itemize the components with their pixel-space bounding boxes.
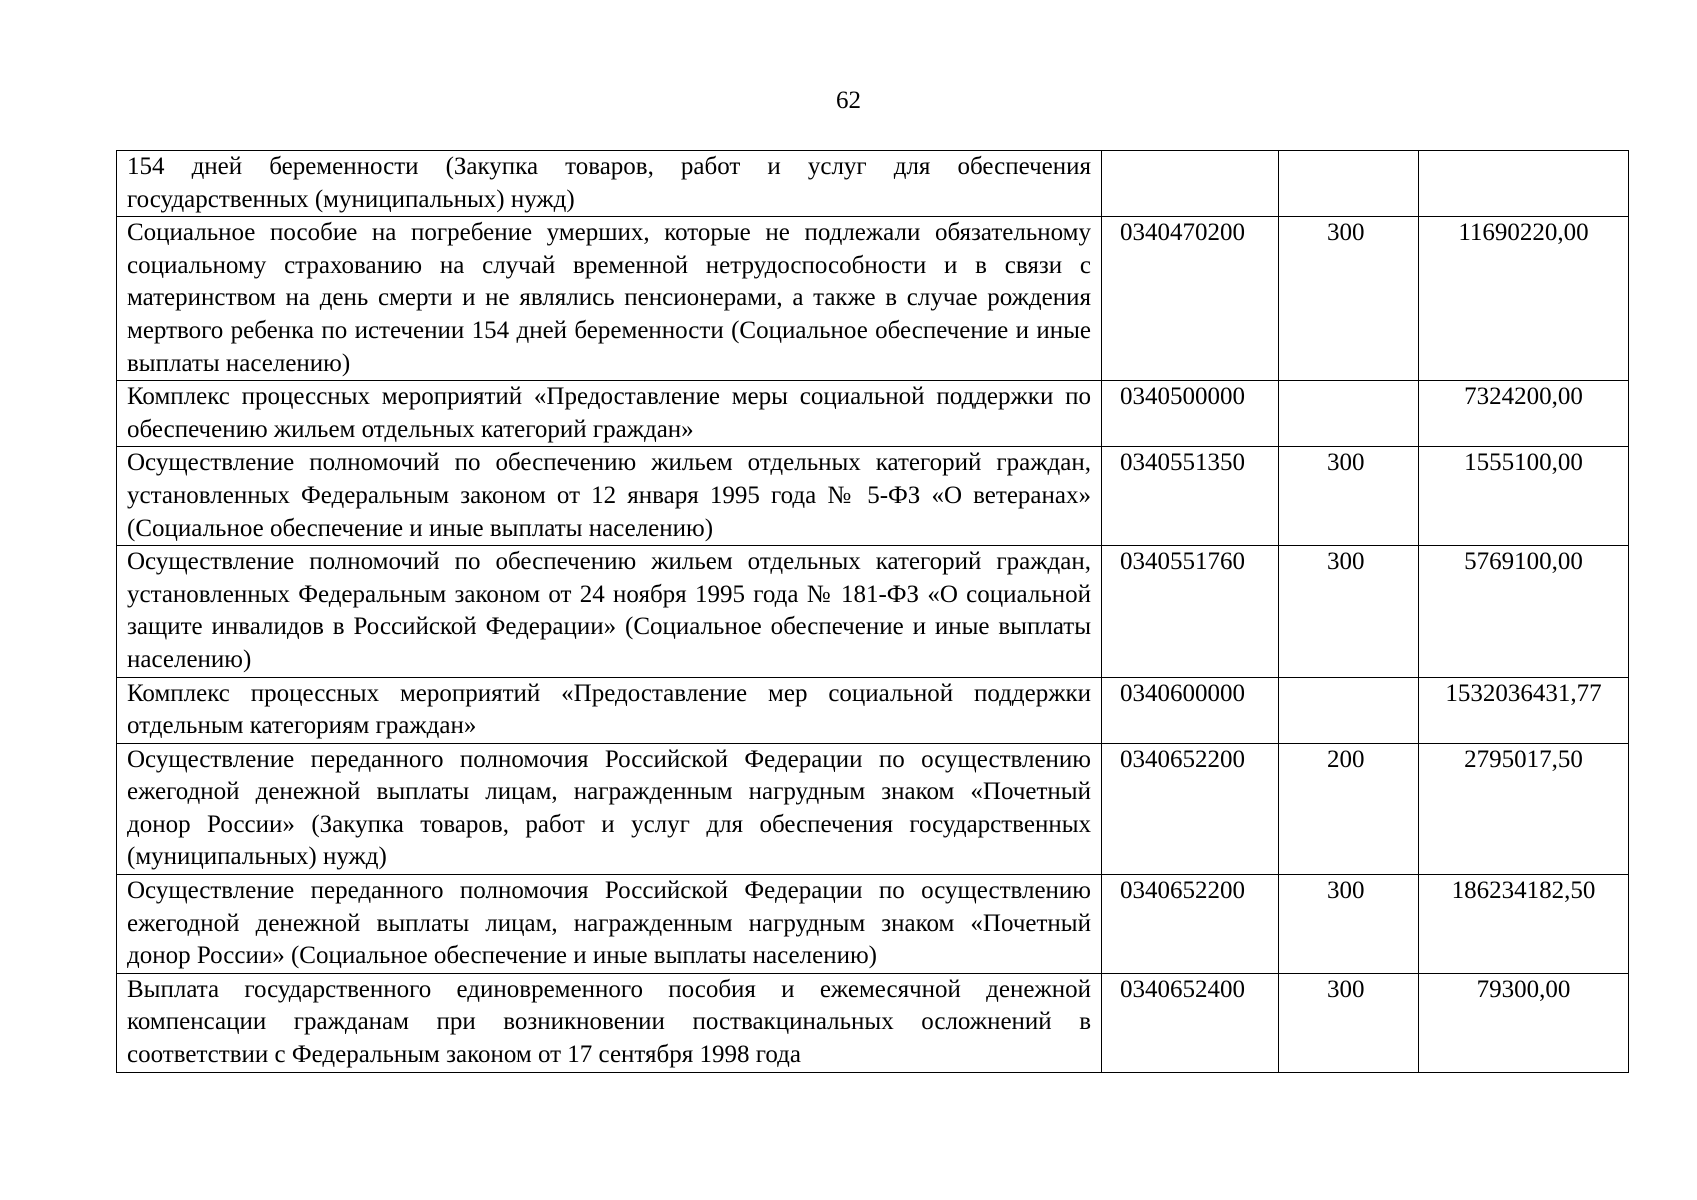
row-expense-type: 300: [1279, 447, 1419, 546]
row-description: Выплата государственного единовременного пособия и ежемесячной денежной компенсации гражданам при возникновении поствакцинальных осложнений в соответствии с Федеральным законом от 17 сентября 1998 года: [117, 973, 1102, 1072]
row-code: [1102, 151, 1279, 217]
row-code: 0340652200: [1102, 875, 1279, 974]
budget-table: [116, 150, 1629, 1073]
table-row: [117, 546, 1629, 677]
row-expense-type: 300: [1279, 875, 1419, 974]
row-description: 154 дней беременности (Закупка товаров, работ и услуг для обеспечения государственных (муниципальных) нужд): [117, 151, 1102, 217]
row-expense-type: [1279, 381, 1419, 447]
row-expense-type: 200: [1279, 743, 1419, 874]
table-row: [117, 875, 1629, 974]
table-row: [117, 743, 1629, 874]
row-expense-type: 300: [1279, 973, 1419, 1072]
table-row: [117, 973, 1629, 1072]
row-description: Комплекс процессных мероприятий «Предоставление мер социальной поддержки отдельным категориям граждан»: [117, 677, 1102, 743]
table-row: [117, 217, 1629, 381]
table-row: [117, 381, 1629, 447]
row-amount: 5769100,00: [1419, 546, 1629, 677]
table-row: [117, 677, 1629, 743]
row-code: 0340652200: [1102, 743, 1279, 874]
row-amount: 2795017,50: [1419, 743, 1629, 874]
row-code: 0340600000: [1102, 677, 1279, 743]
row-amount: 7324200,00: [1419, 381, 1629, 447]
row-description: Социальное пособие на погребение умерших, которые не подлежали обязательному социальному страхованию на случай временной нетрудоспособности и в связи с материнством на день смерти и не являлись пенсионерами, а также в случае рождения мертвого ребенка по истечении 154 дней беременности (Социальное обеспечение и иные выплаты населению): [117, 217, 1102, 381]
row-code: 0340652400: [1102, 973, 1279, 1072]
row-expense-type: 300: [1279, 217, 1419, 381]
row-amount: 1532036431,77: [1419, 677, 1629, 743]
row-code: 0340551350: [1102, 447, 1279, 546]
row-code: 0340470200: [1102, 217, 1279, 381]
page-number: 62: [836, 87, 861, 114]
row-description: Осуществление переданного полномочия Российской Федерации по осуществлению ежегодной денежной выплаты лицам, награжденным нагрудным знаком «Почетный донор России» (Закупка товаров, работ и услуг для обеспечения государственных (муниципальных) нужд): [117, 743, 1102, 874]
row-expense-type: [1279, 151, 1419, 217]
row-description: Осуществление переданного полномочия Российской Федерации по осуществлению ежегодной денежной выплаты лицам, награжденным нагрудным знаком «Почетный донор России» (Социальное обеспечение и иные выплаты населению): [117, 875, 1102, 974]
table-row: [117, 151, 1629, 217]
row-description: Осуществление полномочий по обеспечению жильем отдельных категорий граждан, установленных Федеральным законом от 24 ноября 1995 года № 181-ФЗ «О социальной защите инвалидов в Российской Федерации» (Социальное обеспечение и иные выплаты населению): [117, 546, 1102, 677]
row-description: Осуществление полномочий по обеспечению жильем отдельных категорий граждан, установленных Федеральным законом от 12 января 1995 года № 5-ФЗ «О ветеранах» (Социальное обеспечение и иные выплаты населению): [117, 447, 1102, 546]
row-amount: 186234182,50: [1419, 875, 1629, 974]
row-expense-type: [1279, 677, 1419, 743]
row-code: 0340500000: [1102, 381, 1279, 447]
row-amount: 11690220,00: [1419, 217, 1629, 381]
row-amount: 79300,00: [1419, 973, 1629, 1072]
row-amount: [1419, 151, 1629, 217]
row-description: Комплекс процессных мероприятий «Предоставление меры социальной поддержки по обеспечению жильем отдельных категорий граждан»: [117, 381, 1102, 447]
row-expense-type: 300: [1279, 546, 1419, 677]
row-code: 0340551760: [1102, 546, 1279, 677]
row-amount: 1555100,00: [1419, 447, 1629, 546]
table-row: [117, 447, 1629, 546]
